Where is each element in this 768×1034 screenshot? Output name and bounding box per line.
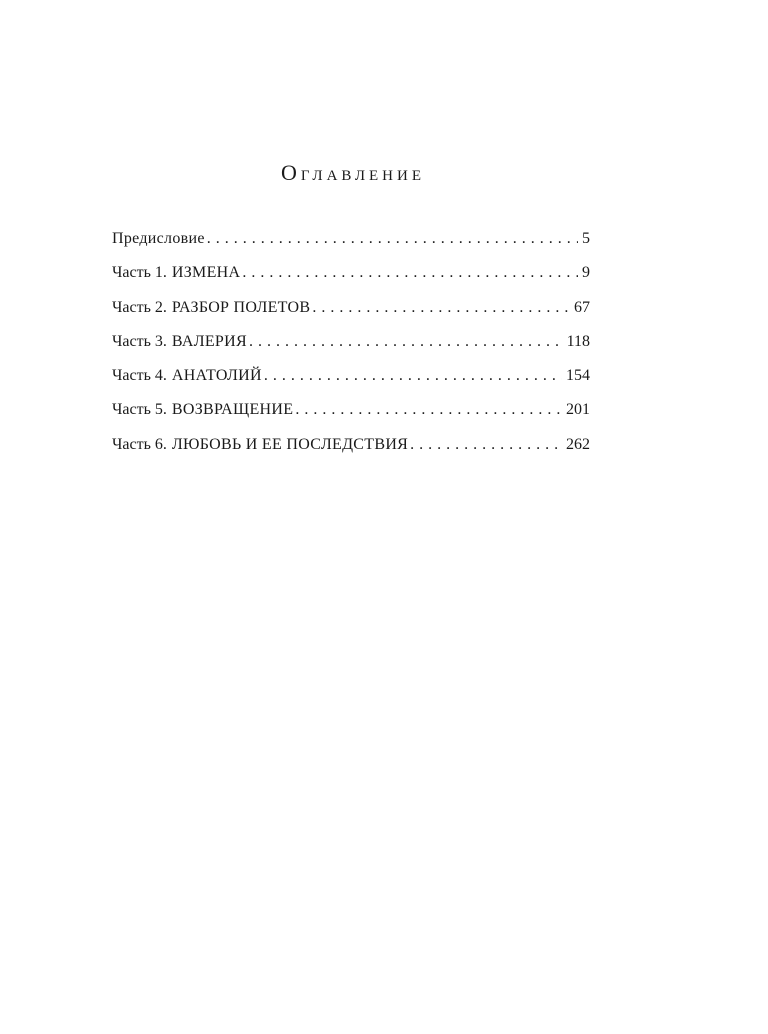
toc-entry-part-6[interactable] — [112, 436, 590, 470]
toc-entry-label — [112, 401, 293, 419]
toc-entry-name: ВОЗВРАЩЕНИЕ — [171, 401, 294, 419]
toc-entry-part: Часть 1. — [112, 264, 167, 282]
toc-entry-part: Часть 6. — [112, 435, 167, 453]
toc-entry-name: РАЗБОР ПОЛЕТОВ — [171, 298, 311, 316]
toc-entry-name: ИЗМЕНА — [171, 264, 241, 282]
toc-entry-label — [112, 436, 408, 454]
toc-entry-page: 262 — [566, 435, 590, 453]
toc-title: Оглавление — [280, 160, 426, 185]
toc-entry-part: Часть 5. — [112, 401, 167, 419]
toc-dot-leader — [242, 264, 578, 282]
toc-entry-name: Предисловие — [112, 230, 205, 247]
toc-entry-name: ВАЛЕРИЯ — [171, 332, 247, 350]
toc-entry-label — [112, 299, 310, 317]
toc-entry-page: 154 — [566, 367, 590, 385]
toc-entry-part: Часть 3. — [112, 332, 167, 350]
toc-dot-leader — [295, 401, 562, 419]
toc-entry-page: 118 — [566, 332, 590, 350]
toc-entry-part: Часть 2. — [112, 298, 167, 316]
toc-entry-page: 5 — [582, 230, 590, 247]
toc-entry-part-3[interactable] — [112, 333, 590, 367]
toc-dot-leader — [264, 367, 562, 385]
toc-dot-leader — [249, 333, 563, 351]
toc-entry-part-2[interactable] — [112, 299, 590, 333]
toc-entry-page: 9 — [582, 264, 590, 282]
toc-entry-part: Часть 4. — [112, 367, 167, 385]
toc-entry-part-1[interactable] — [112, 264, 590, 298]
toc-list — [112, 230, 590, 470]
toc-dot-leader — [207, 230, 578, 248]
toc-entry-name: АНАТОЛИЙ — [171, 367, 262, 385]
toc-entry-label — [112, 367, 262, 385]
toc-entry-preface[interactable] — [112, 230, 590, 264]
toc-entry-name: ЛЮБОВЬ И ЕЕ ПОСЛЕДСТВИЯ — [171, 435, 409, 453]
toc-dot-leader — [410, 436, 562, 454]
toc-entry-page: 201 — [566, 401, 590, 419]
toc-entry-label — [112, 230, 205, 248]
toc-entry-label — [112, 264, 240, 282]
toc-entry-label — [112, 333, 247, 351]
toc-entry-page: 67 — [574, 298, 590, 316]
toc-entry-part-4[interactable] — [112, 367, 590, 401]
toc-entry-part-5[interactable] — [112, 401, 590, 435]
toc-dot-leader — [312, 299, 570, 317]
